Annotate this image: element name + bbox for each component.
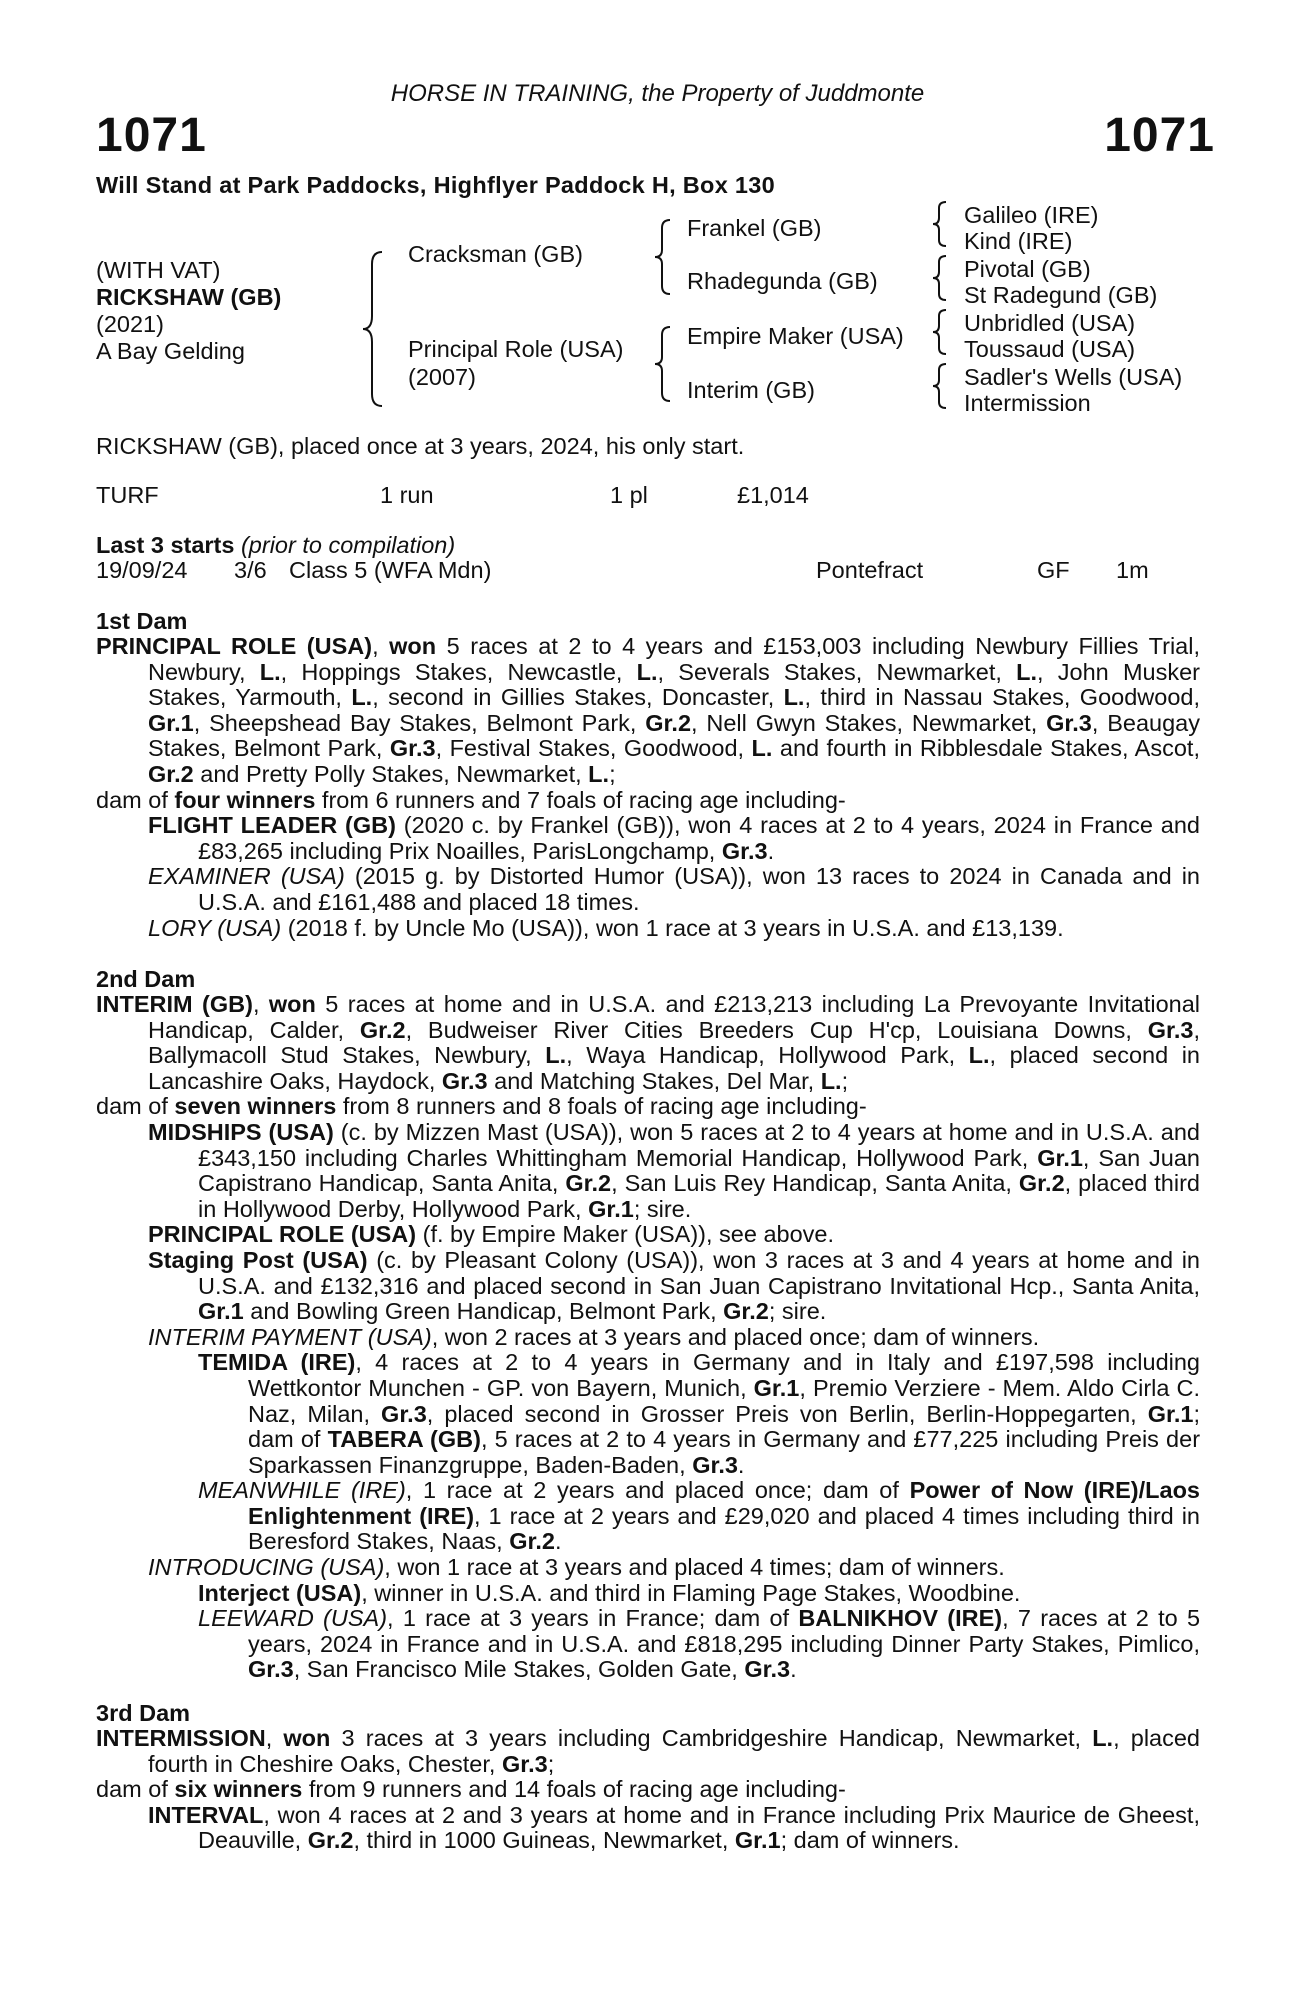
second-dam-grandproduce-3: Interject (USA), winner in U.S.A. and third in Flaming Page Stakes, Woodbine. (198, 1579, 1021, 1606)
first-dam-record (96, 634, 1200, 788)
vat-label: (WITH VAT) (96, 257, 221, 283)
second-dam-produce-5: INTRODUCING (USA), won 1 race at 3 years and placed 4 times; dam of winners. (148, 1554, 1005, 1581)
pedigree-grandsire-2: Rhadegunda (GB) (687, 268, 878, 294)
first-dam-heading: 1st Dam (96, 608, 188, 634)
pedigree-ggs-3: Pivotal (GB) (964, 256, 1091, 282)
second-dam-produce-1: MIDSHIPS (USA) (c. by Mizzen Mast (USA)), won 5 races at 2 to 4 years at home and in U.S.A. and £343,150 including Charles Whittingham Memorial Handicap, Hollywood Park, Gr.1, San Juan Capistrano Handicap, Santa Anita, Gr.2, San Luis Rey Handicap, Santa Anita, Gr.2, placed third in Hollywood Derby, Hollywood Park, Gr.1; sire. (148, 1118, 1201, 1222)
horse-name: RICKSHAW (GB) (96, 284, 282, 310)
record-earnings: £1,014 (737, 482, 809, 508)
second-dam-produce-3: Staging Post (USA) (c. by Pleasant Colony (USA)), won 3 races at 3 and 4 years at home and in U.S.A. and £132,316 and placed second in San Juan Capistrano Invitational Hcp., Santa Anita, Gr.1 and Bowling Green Handicap, Belmont Park, Gr.2; sire. (148, 1246, 1200, 1325)
pedigree-brace-sire (652, 218, 676, 296)
third-dam-section (96, 1700, 1200, 1854)
lot-number-right: 1071 (1104, 109, 1215, 162)
pedigree-brace-gs1 (930, 200, 950, 248)
stand-location: Will Stand at Park Paddocks, Highflyer Paddock H, Box 130 (96, 172, 776, 198)
pedigree-brace-dam (652, 325, 676, 403)
pedigree-ggs-5: Unbridled (USA) (964, 310, 1136, 336)
last-start-position: 3/6 (234, 557, 267, 583)
pedigree-ggs-6: Toussaud (USA) (964, 336, 1136, 362)
first-dam-produce-2: EXAMINER (USA) (2015 g. by Distorted Humor (USA)), won 13 races to 2024 in Canada and in U.S.A. and £161,488 and placed 18 times. (148, 863, 1200, 915)
last-start-date: 19/09/24 (96, 557, 188, 583)
pedigree-grandsire-3: Empire Maker (USA) (687, 323, 904, 349)
second-dam-heading: 2nd Dam (96, 966, 196, 992)
second-dam-grandproduce-2: MEANWHILE (IRE), 1 race at 2 years and placed once; dam of Power of Now (IRE)/Laos Enlightenment (IRE), 1 race at 2 years and £29,020 and placed 4 times including third in Beresford Stakes, Naas, Gr.2. (198, 1477, 1200, 1555)
second-dam-grandproduce-1: TEMIDA (IRE), 4 races at 2 to 4 years in Germany and in Italy and £197,598 including Wettkontor Munchen - GP. von Bayern, Munich, Gr.1, Premio Verziere - Mem. Aldo Cirla C. Naz, Milan, Gr.3, placed second in Grosser Preis von Berlin, Berlin-Hoppegarten, Gr.1; dam of TABERA (GB), 5 races at 2 to 4 years in Germany and £77,225 including Preis der Sparkassen Finanzgruppe, Baden-Baden, Gr.3. (198, 1349, 1201, 1478)
horse-description: A Bay Gelding (96, 338, 245, 364)
first-dam-produce-intro: dam of four winners from 6 runners and 7 foals of racing age including- (96, 786, 846, 813)
third-dam-produce-intro: dam of six winners from 9 runners and 14 foals of racing age including- (96, 1776, 846, 1803)
first-dam-produce-3: LORY (USA) (2018 f. by Uncle Mo (USA)), won 1 race at 3 years in U.S.A. and £13,139. (148, 914, 1064, 941)
pedigree-ggs-8: Intermission (964, 390, 1091, 416)
last-starts-heading (96, 532, 455, 559)
last-start-going: GF (1037, 557, 1070, 583)
last-start-race: Class 5 (WFA Mdn) (289, 557, 492, 583)
third-dam-produce-1: INTERVAL, won 4 races at 2 and 3 years at home and in France including Prix Maurice de Gheest, Deauville, Gr.2, third in 1000 Guineas, Newmarket, Gr.1; dam of winners. (148, 1801, 1200, 1854)
pedigree-sire: Cracksman (GB) (408, 241, 583, 267)
record-runs: 1 run (380, 482, 434, 508)
pedigree-brace-gs4 (930, 362, 950, 410)
pedigree-dam: Principal Role (USA) (408, 336, 624, 362)
second-dam-section (96, 966, 1200, 1683)
pedigree-grandsire-1: Frankel (GB) (687, 215, 822, 241)
horse-year: (2021) (96, 311, 164, 337)
pedigree-dam-year: (2007) (408, 364, 476, 390)
second-dam-record: INTERIM (GB), won 5 races at home and in U.S.A. and £213,213 including La Prevoyante Invitational Handicap, Calder, Gr.2, Budweiser River Cities Breeders Cup H'cp, Louisiana Downs, Gr.3, Ballymacoll Stud Stakes, Newbury, L., Waya Handicap, Hollywood Park, L., placed second in Lancashire Oaks, Haydock, Gr.3 and Matching Stakes, Del Mar, L.; (96, 991, 1201, 1094)
record-placed: 1 pl (610, 482, 648, 508)
last-starts-title: Last 3 starts (96, 532, 235, 558)
running-title: HORSE IN TRAINING, the Property of Juddmonte (390, 80, 925, 107)
pedigree-ggs-7: Sadler's Wells (USA) (964, 364, 1183, 390)
record-surface: TURF (96, 482, 159, 508)
last-start-distance: 1m (1116, 557, 1149, 583)
lot-number-left: 1071 (96, 109, 207, 162)
second-dam-produce-intro: dam of seven winners from 8 runners and 8 foals of racing age including- (96, 1093, 867, 1120)
pedigree-brace-main (360, 250, 388, 408)
pedigree-brace-gs3 (930, 308, 950, 356)
race-summary: RICKSHAW (GB), placed once at 3 years, 2024, his only start. (96, 433, 745, 459)
second-dam-produce-2: PRINCIPAL ROLE (USA) (f. by Empire Maker (USA)), see above. (148, 1221, 834, 1248)
first-dam-produce-1: FLIGHT LEADER (GB) (2020 c. by Frankel (GB)), won 4 races at 2 to 4 years, 2024 in France and £83,265 including Prix Noailles, ParisLongchamp, Gr.3. (148, 812, 1200, 864)
first-dam-record-text: PRINCIPAL ROLE (USA), won 5 races at 2 to 4 years and £153,003 including Newbury Fillies Trial, Newbury, L., Hoppings Stakes, Newcastle, L., Severals Stakes, Newmarket, L., John Musker Stakes, Yarmouth, L., second in Gillies Stakes, Doncaster, L., third in Nassau Stakes, Goodwood, Gr.1, Sheepshead Bay Stakes, Belmont Park, Gr.2, Nell Gwyn Stakes, Newmarket, Gr.3, Beaugay Stakes, Belmont Park, Gr.3, Festival Stakes, Goodwood, L. and fourth in Ribblesdale Stakes, Ascot, Gr.2 and Pretty Polly Stakes, Newmarket, L.; (96, 633, 1200, 787)
pedigree-ggs-2: Kind (IRE) (964, 228, 1073, 254)
second-dam-grandproduce-4: LEEWARD (USA), 1 race at 3 years in France; dam of BALNIKHOV (IRE), 7 races at 2 to 5 years, 2024 in France and in U.S.A. and £818,295 including Dinner Party Stakes, Pimlico, Gr.3, San Francisco Mile Stakes, Golden Gate, Gr.3. (198, 1605, 1201, 1683)
first-dam-section (96, 608, 1200, 941)
pedigree-brace-gs2 (930, 254, 950, 302)
second-dam-produce-4: INTERIM PAYMENT (USA), won 2 races at 3 years and placed once; dam of winners. (148, 1323, 1040, 1350)
pedigree-ggs-4: St Radegund (GB) (964, 282, 1158, 308)
third-dam-heading: 3rd Dam (96, 1700, 191, 1726)
pedigree-ggs-1: Galileo (IRE) (964, 202, 1099, 228)
third-dam-record: INTERMISSION, won 3 races at 3 years including Cambridgeshire Handicap, Newmarket, L., placed fourth in Cheshire Oaks, Chester, Gr.3; (96, 1725, 1201, 1777)
pedigree-grandsire-4: Interim (GB) (687, 377, 815, 403)
last-start-course: Pontefract (816, 557, 924, 583)
last-starts-note: (prior to compilation) (240, 532, 456, 558)
